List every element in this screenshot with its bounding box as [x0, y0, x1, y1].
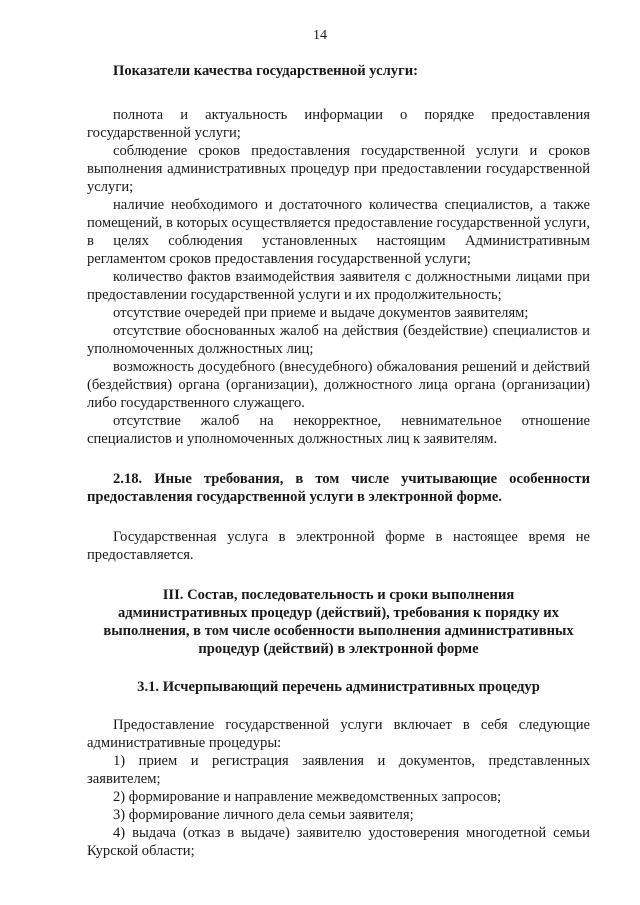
- quality-item: отсутствие обоснованных жалоб на действия (бездействие) специалистов и уполномоченных должностных лиц;: [87, 323, 590, 357]
- quality-item: полнота и актуальность информации о порядке предоставления государственной услуги;: [87, 107, 590, 141]
- procedure-item: 3) формирование личного дела семьи заявителя;: [113, 807, 414, 823]
- quality-item: соблюдение сроков предоставления государственной услуги и сроков выполнения административных процедур при предоставлении государственной услуги;: [87, 143, 590, 195]
- section-2-18-heading: 2.18. Иные требования, в том числе учитывающие особенности предоставления государственной услуги в электронной форме.: [87, 471, 590, 505]
- spacer: [87, 506, 590, 528]
- procedure-item: 1) прием и регистрация заявления и документов, представленных заявителем;: [87, 753, 590, 787]
- quality-item: отсутствие жалоб на некорректное, невнимательное отношение специалистов и уполномоченных должностных лиц к заявителям.: [87, 413, 590, 447]
- quality-item: отсутствие очередей при приеме и выдаче документов заявителям;: [113, 305, 529, 321]
- page-content: [87, 62, 590, 860]
- page-number: 14: [313, 28, 327, 43]
- quality-item: возможность досудебного (внесудебного) обжалования решений и действий (бездействия) органа (организации), должностного лица органа (организации) либо государственного служащего.: [87, 359, 590, 411]
- procedure-item: 2) формирование и направление межведомственных запросов;: [113, 789, 502, 805]
- section-2-18-text: Государственная услуга в электронной форме в настоящее время не предоставляется.: [87, 529, 590, 563]
- spacer: [87, 658, 590, 678]
- procedure-item: 4) выдача (отказ в выдаче) заявителю удостоверения многодетной семьи Курской области;: [87, 825, 590, 859]
- spacer: [87, 564, 590, 586]
- spacer: [87, 448, 590, 470]
- section-3-1-heading: 3.1. Исчерпывающий перечень административных процедур: [137, 679, 540, 695]
- quality-item: наличие необходимого и достаточного количества специалистов, а также помещений, в которых осуществляется предоставление государственной услуги, в целях соблюдения установленных настоящим Административным регламентом сроков предоставления государственной услуги;: [87, 197, 590, 267]
- section-iii-heading: III. Состав, последовательность и сроки выполнения административных процедур (действий), требования к порядку их выполнения, в том числе особенности выполнения административных процедур (действий) в электронной форме: [103, 587, 574, 657]
- section-3-1-intro: Предоставление государственной услуги включает в себя следующие административные процедуры:: [87, 717, 590, 751]
- quality-item: количество фактов взаимодействия заявителя с должностными лицами при предоставлении государственной услуги и их продолжительность;: [87, 269, 590, 303]
- quality-heading: Показатели качества государственной услуги:: [113, 63, 418, 79]
- spacer: [87, 80, 590, 106]
- spacer: [87, 696, 590, 716]
